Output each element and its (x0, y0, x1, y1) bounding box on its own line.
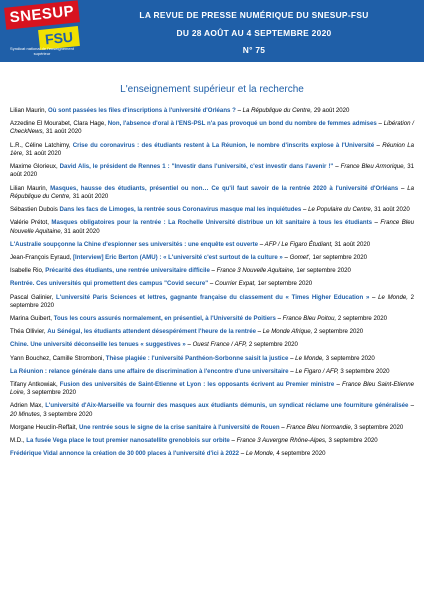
press-list (10, 107, 414, 464)
press-entry (10, 120, 414, 137)
entry-author: Jean-François Eyraud, (10, 253, 72, 261)
entry-source: – Courrier Expat, (209, 280, 256, 288)
entry-title-link[interactable]: Précarité des étudiants, une rentrée universitaire difficile (45, 267, 210, 275)
entry-source: – Ouest France / AFP, (187, 341, 248, 349)
press-entry (10, 107, 414, 115)
entry-source: – France Bleu Saint-Etienne Loire, (10, 380, 414, 397)
entry-source: – France 3 Nouvelle Aquitaine, (211, 267, 295, 275)
section-title: L'enseignement supérieur et la recherche (120, 84, 304, 95)
entry-date: 2 septembre 2020 (10, 293, 415, 309)
snesup-logo (3, 2, 83, 56)
entry-title-link[interactable]: Masques, hausse des étudiants, présentiel ou non… Ce qu'il faut savoir de la rentrée 2020 à l'université d'Orléans (50, 184, 399, 192)
entry-author: Valérie Prétot, (10, 219, 49, 227)
entry-date: 2 septembre 2020 (314, 328, 364, 336)
entry-title-link[interactable]: Une rentrée sous le signe de la crise sanitaire à l'université de Rouen (79, 423, 280, 431)
issue-number: N° 75 (242, 45, 266, 55)
entry-source: – France Bleu Normandie, (281, 423, 353, 431)
entry-date: 3 septembre 2020 (43, 410, 93, 418)
header-line-2: DU 28 AOÛT AU 4 SEPTEMBRE 2020 (176, 28, 332, 38)
entry-date: 31 août 2020 (45, 128, 82, 136)
press-entry (10, 328, 414, 336)
entry-author: Sébastien Dubois (10, 206, 58, 214)
entry-source: – Le Figaro / AFP, (290, 367, 339, 375)
entry-title-link[interactable]: L'université d'Aix-Marseille va fournir des masques aux étudiants démunis, un syndicat réclame une fourniture généralisée (45, 402, 409, 410)
entry-date: 31 août 2020 (334, 240, 371, 248)
entry-date: 29 août 2020 (313, 107, 350, 114)
entry-date: 3 septembre 2020 (26, 389, 77, 397)
press-entry (10, 206, 414, 214)
entry-author: Lilian Maurin, (10, 107, 47, 114)
press-entry (10, 163, 414, 180)
logo-top-text: SNESUP (4, 0, 80, 30)
press-entry (10, 368, 414, 376)
press-entry (10, 142, 414, 159)
logo-bottom-text: FSU (38, 26, 80, 50)
entry-author: Théa Ollivier, (10, 328, 46, 336)
press-entry (10, 219, 414, 236)
entry-title-link[interactable]: La fusée Vega place le tout premier nanosatellite grenoblois sur orbite (26, 437, 230, 445)
entry-title-link[interactable]: Fusion des universités de Saint-Etienne et Lyon : les opposants écrivent au Premier ministre (59, 380, 335, 388)
entry-title-link[interactable]: Au Sénégal, les étudiants attendent désespérément l'heure de la rentrée (47, 328, 256, 336)
entry-source: – La République du Centre, (10, 184, 414, 200)
entry-source: – France Bleu Poitou, (277, 315, 337, 323)
entry-source: – 20 Minutes, (10, 402, 414, 418)
entry-source: – Le Monde, (372, 293, 408, 301)
entry-source: – Le Monde Afrique, (257, 328, 313, 336)
press-entry (10, 355, 414, 363)
press-entry (10, 280, 414, 288)
entry-date: 2 septembre 2020 (248, 341, 298, 349)
entry-source: – France Bleu Armorique, (335, 163, 406, 171)
entry-author: M.D., (10, 437, 25, 445)
press-entry (10, 381, 414, 398)
press-entry (10, 450, 414, 458)
entry-source: – La République du Centre, (237, 107, 313, 114)
entry-date: 31 août 2020 (25, 149, 62, 157)
entry-author: Azzedine El Mourabet, Clara Hage, (10, 120, 106, 128)
press-entry (10, 402, 414, 419)
press-entry (10, 315, 414, 323)
entry-source: – France Bleu Nouvelle Aquitaine, (10, 219, 414, 235)
entry-title-link[interactable]: La Réunion : relance générale dans une affaire de discrimination à l'encontre d'une universitaire (10, 367, 289, 375)
logo-subtitle: Syndicat national de l'enseignement supérieur (10, 46, 74, 56)
entry-date: 31 août 2020 (10, 163, 414, 179)
entry-date: 4 septembre 2020 (276, 450, 326, 458)
entry-source: – Le Populaire du Centre, (302, 206, 373, 214)
entry-date: 1er septembre 2020 (296, 267, 351, 275)
entry-author: L.R., Céline Latchimy, (10, 141, 71, 149)
entry-source: – Gomet', (284, 253, 311, 261)
press-entry (10, 254, 414, 262)
header-banner (0, 0, 424, 62)
entry-title-link[interactable]: Dans les facs de Limoges, la rentrée sous Coronavirus masque mal les inquiétudes (59, 206, 302, 214)
entry-title-link[interactable]: [Interview] Eric Berton (AMU) : « L'université c'est surtout de la culture » (73, 253, 283, 261)
entry-date: 3 septembre 2020 (325, 354, 375, 362)
entry-date: 3 septembre 2020 (354, 423, 404, 431)
entry-source: – Réunion La 1ère, (10, 141, 414, 157)
entry-source: – France 3 Auvergne Rhône-Alpes, (231, 437, 327, 445)
entry-title-link[interactable]: L'université Paris Sciences et lettres, gagnante française du classement du « Times Higher Education » (56, 293, 370, 301)
entry-author: Lilian Maurin, (10, 184, 48, 192)
entry-date: 31 août 2020 (72, 192, 109, 200)
entry-source: – Libération / CheckNews, (10, 120, 414, 136)
entry-date: 3 septembre 2020 (340, 367, 390, 375)
entry-author: Pascal Galinier, (10, 293, 54, 301)
entry-title-link[interactable]: Chine. Une université déconseille les tenues « suggestives » (10, 341, 186, 349)
entry-date: 31 août 2020 (64, 227, 100, 235)
press-entry (10, 185, 414, 202)
entry-author: Yann Bouchez, Camille Stromboni, (10, 354, 105, 362)
entry-author: Isabelle Rio, (10, 267, 44, 275)
entry-title-link[interactable]: Frédérique Vidal annonce la création de 30 000 places à l'université d'ici à 2022 (10, 450, 240, 458)
press-entry (10, 424, 414, 432)
entry-author: Maxime Glorieux, (10, 163, 58, 171)
entry-title-link[interactable]: David Alis, le président de Rennes 1 : "Investir dans l'université, c'est investir dans l'avenir !" (59, 163, 334, 171)
entry-date: 3 septembre 2020 (328, 437, 378, 445)
entry-date: 1er septembre 2020 (257, 280, 313, 288)
press-entry (10, 341, 414, 349)
entry-source: – Le Monde, (240, 450, 275, 458)
entry-author: Adrien Max, (10, 402, 43, 410)
entry-author: Morgane Heuclin-Reffait, (10, 423, 78, 431)
entry-title-link[interactable]: Rentrée. Ces universités qui promettent des campus "Covid secure" (10, 280, 209, 288)
entry-source: – Le Monde, (290, 354, 324, 362)
entry-title-link[interactable]: Crise du coronavirus : des étudiants restent à La Réunion, le nombre d'inscrits explose à l'Université (72, 141, 375, 149)
entry-date: 2 septembre 2020 (337, 315, 387, 323)
entry-author: Marina Guibert, (10, 315, 52, 323)
header-line-1: LA REVUE DE PRESSE NUMÉRIQUE DU SNESUP-FSU (139, 10, 369, 20)
entry-author: Tifany Antkowiak, (10, 380, 58, 388)
entry-title-link[interactable]: L'Australie soupçonne la Chine d'espionner ses universités : une enquête est ouverte (10, 240, 259, 248)
press-entry (10, 294, 414, 311)
entry-date: 1er septembre 2020 (312, 253, 367, 261)
entry-title-link[interactable]: Non, l'absence d'oral à l'ENS-PSL n'a pas provoqué un bond du nombre de femmes admises (107, 120, 377, 128)
entry-date: 31 août 2020 (374, 206, 410, 214)
entry-title-link[interactable]: Où sont passées les files d'inscriptions à l'université d'Orléans ? (47, 107, 236, 114)
entry-title-link[interactable]: Masques obligatoires pour la rentrée : La Rochelle Université distribue un kit sanitaire à tous les étudiants (51, 219, 373, 227)
entry-source: – AFP / Le Figaro Étudiant, (259, 240, 333, 248)
press-entry (10, 267, 414, 275)
press-entry (10, 437, 414, 445)
press-entry (10, 241, 414, 249)
entry-title-link[interactable]: Tous les cours assurés normalement, en présentiel, à l'Université de Poitiers (53, 315, 276, 323)
entry-title-link[interactable]: Thèse plagiée : l'université Panthéon-Sorbonne saisit la justice (105, 354, 289, 362)
